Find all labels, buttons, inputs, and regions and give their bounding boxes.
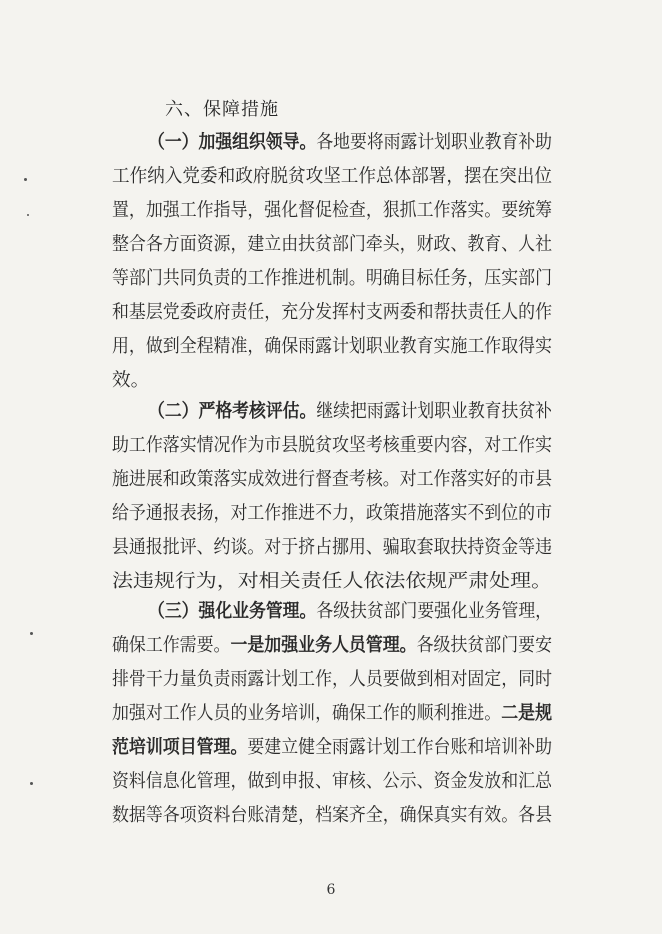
- paragraph-line: 加强对工作人员的业务培训，确保工作的顺利推进。二是规: [112, 703, 552, 724]
- paragraph-line: 和基层党委政府责任，充分发挥村支两委和帮扶责任人的作: [112, 302, 552, 323]
- paragraph-line: 县通报批评、约谈。对于挤占挪用、骗取套取扶持资金等违: [112, 537, 552, 558]
- page-number: 6: [326, 882, 336, 898]
- scan-speck: [27, 214, 29, 216]
- scan-speck: [24, 178, 27, 181]
- paragraph-line: 等部门共同负责的工作推进机制。明确目标任务，压实部门: [112, 268, 552, 289]
- paragraph-line: 整合各方面资源，建立由扶贫部门牵头，财政、教育、人社: [112, 234, 552, 255]
- paragraph-2: [112, 395, 552, 599]
- paragraph-line: 助工作落实情况作为市县脱贫攻坚考核重要内容，对工作实: [112, 435, 552, 456]
- paragraph-line: 工作纳入党委和政府脱贫攻坚工作总体部署，摆在突出位: [112, 166, 552, 187]
- paragraph-line: （一）加强组织领导。各地要将雨露计划职业教育补助: [148, 132, 552, 153]
- paragraph-line: 资料信息化管理，做到申报、审核、公示、资金发放和汇总: [112, 771, 552, 792]
- emphasis-text: 二是规: [501, 703, 552, 724]
- paragraph-line: 法违规行为，对相关责任人依法依规严肃处理。: [112, 571, 552, 592]
- paragraph-line: 给予通报表扬，对工作推进不力，政策措施落实不到位的市: [112, 503, 552, 524]
- emphasis-text: 一是加强业务人员管理。: [230, 635, 417, 656]
- paragraph-line: 数据等各项资料台账清楚，档案齐全，确保真实有效。各县: [112, 805, 552, 826]
- section-heading: 六、保障措施: [165, 99, 279, 120]
- paragraph-line: （三）强化业务管理。各级扶贫部门要强化业务管理，: [148, 601, 552, 622]
- scan-speck: [30, 632, 33, 635]
- paragraph-line: （二）严格考核评估。继续把雨露计划职业教育扶贫补: [148, 401, 552, 422]
- paragraph-line: 置，加强工作指导，强化督促检查，狠抓工作落实。要统筹: [112, 200, 552, 221]
- paragraph-line: 确保工作需要。一是加强业务人员管理。各级扶贫部门要安: [112, 635, 552, 656]
- paragraph-line: 用，做到全程精准，确保雨露计划职业教育实施工作取得实: [112, 336, 552, 357]
- paragraph-line: 范培训项目管理。要建立健全雨露计划工作台账和培训补助: [112, 737, 553, 758]
- paragraph-2-label: （二）严格考核评估。: [148, 401, 317, 422]
- paragraph-3-label: （三）强化业务管理。: [148, 601, 317, 622]
- paragraph-3: [112, 595, 552, 833]
- paragraph-line: 排骨干力量负责雨露计划工作，人员要做到相对固定，同时: [112, 669, 552, 690]
- scan-speck: [30, 782, 33, 785]
- paragraph-line: 施进展和政策落实成效进行督查考核。对工作落实好的市县: [112, 469, 552, 490]
- paragraph-line: 效。: [112, 370, 150, 391]
- emphasis-text: 范培训项目管理。: [112, 737, 248, 758]
- paragraph-1-label: （一）加强组织领导。: [148, 132, 317, 153]
- paragraph-1: [112, 126, 552, 398]
